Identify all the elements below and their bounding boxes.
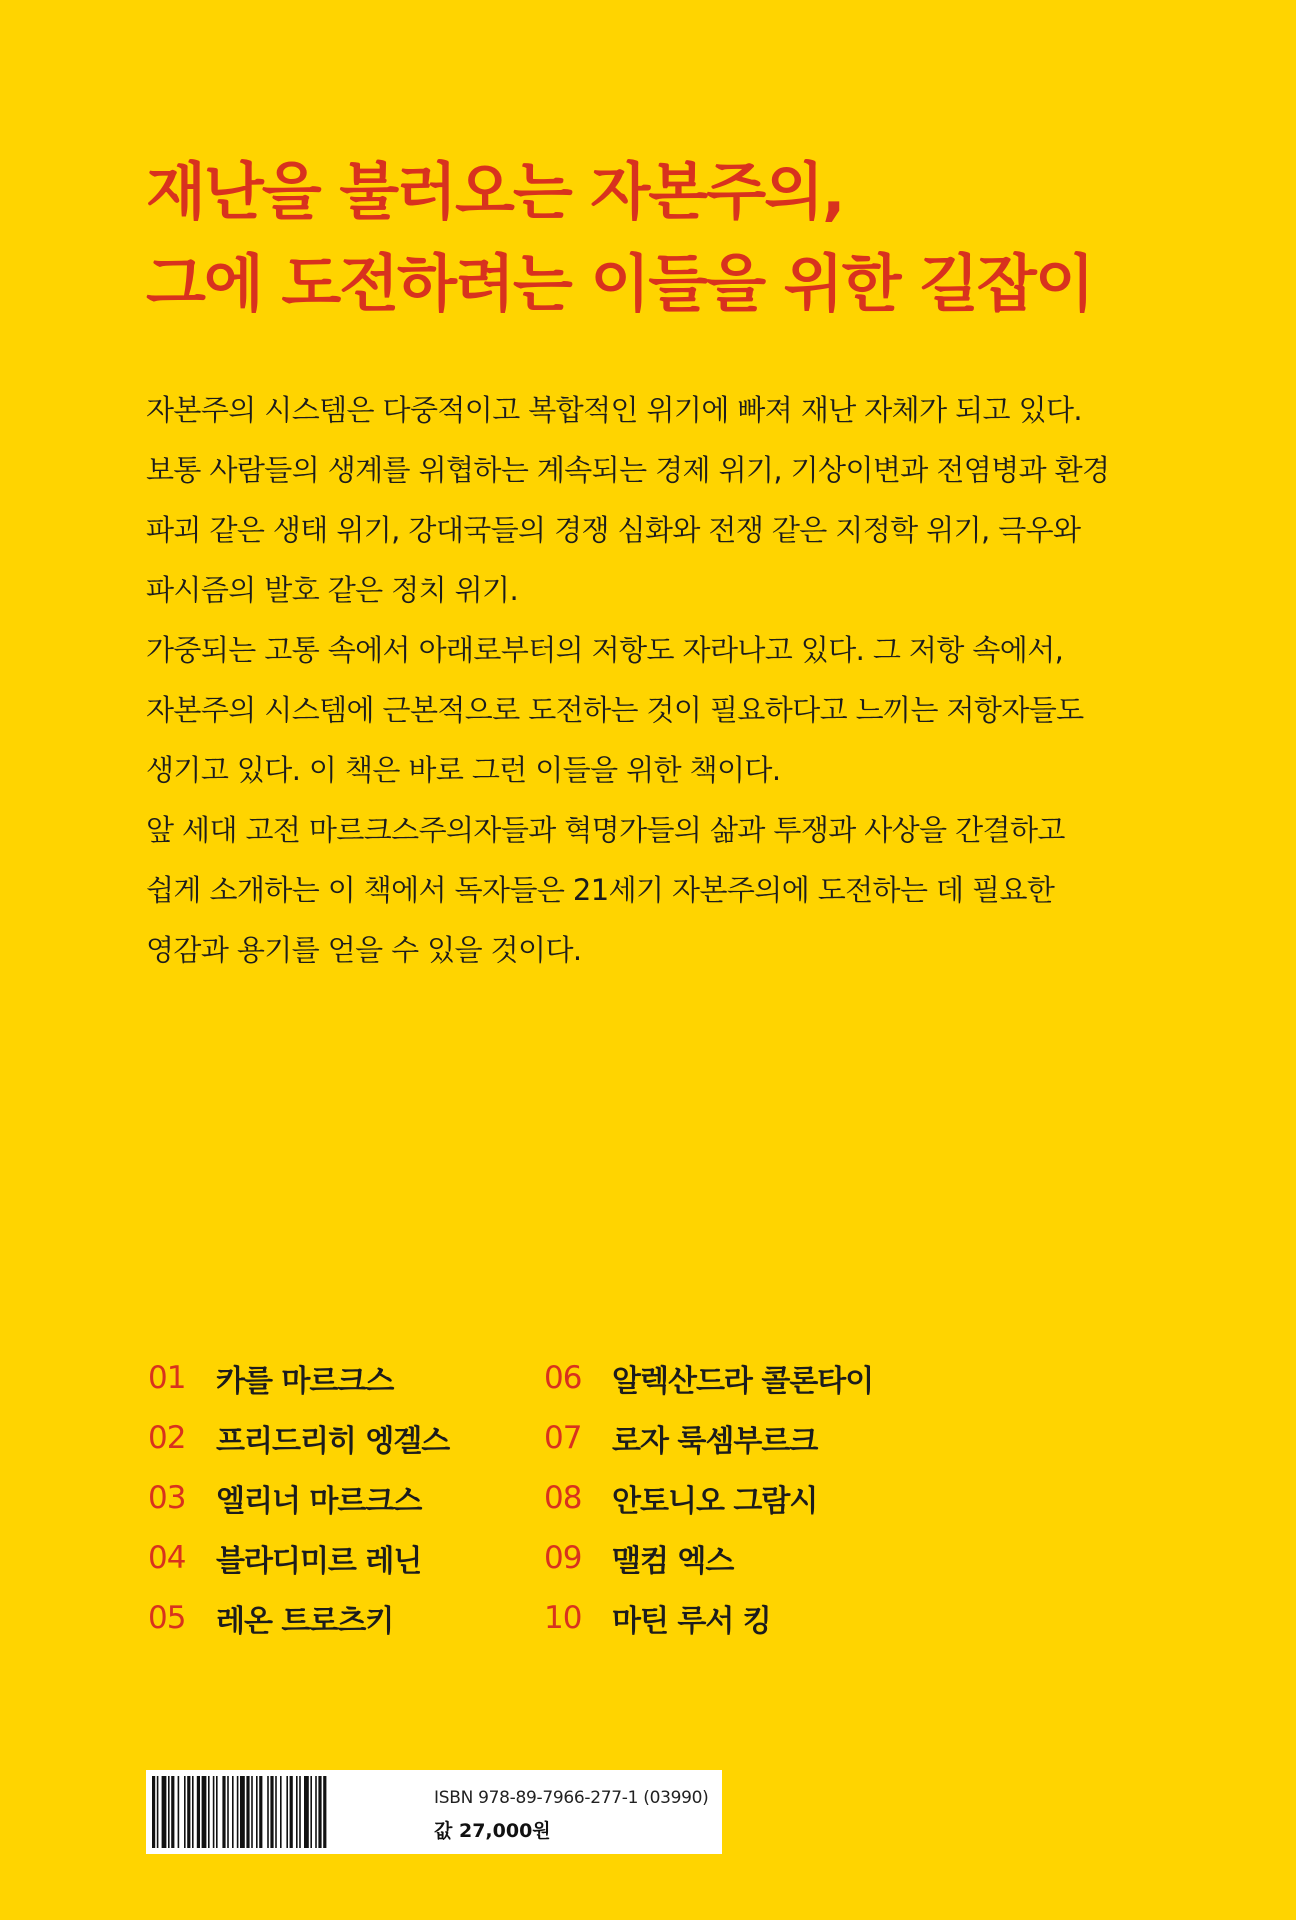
toc-name: 레온 트로츠키 [216, 1604, 394, 1639]
toc-number: 06 [544, 1360, 582, 1396]
toc-name: 로자 룩셈부르크 [612, 1424, 818, 1459]
description-line: 쉽게 소개하는 이 책에서 독자들은 21세기 자본주의에 도전하는 데 필요한 [146, 873, 1055, 907]
description-line: 생기고 있다. 이 책은 바로 그런 이들을 위한 책이다. [146, 753, 781, 787]
toc-item [544, 1348, 873, 1408]
toc-number: 07 [544, 1420, 582, 1456]
toc-item [148, 1528, 421, 1588]
description [146, 380, 1206, 980]
toc-name: 카를 마르크스 [216, 1364, 394, 1399]
description-line: 영감과 용기를 얻을 수 있을 것이다. [146, 933, 582, 967]
toc-name: 엘리너 마르크스 [216, 1484, 422, 1519]
toc-number: 01 [148, 1360, 186, 1396]
headline-line-2: 그에 도전하려는 이들을 위한 길잡이 [146, 247, 1093, 320]
toc-number: 05 [148, 1600, 186, 1636]
toc-number: 02 [148, 1420, 186, 1456]
toc-item [148, 1588, 393, 1648]
toc-name: 맬컴 엑스 [612, 1544, 734, 1579]
toc-item [148, 1348, 393, 1408]
description-line: 파괴 같은 생태 위기, 강대국들의 경쟁 심화와 전쟁 같은 지정학 위기, 극우와 [146, 513, 1081, 547]
description-line: 앞 세대 고전 마르크스주의자들과 혁명가들의 삶과 투쟁과 사상을 간결하고 [146, 813, 1065, 847]
toc-number: 09 [544, 1540, 582, 1576]
toc-name: 알렉산드라 콜론타이 [612, 1364, 874, 1399]
toc-number: 03 [148, 1480, 186, 1516]
toc-name: 블라디미르 레닌 [216, 1544, 422, 1579]
toc-item [148, 1468, 421, 1528]
description-line: 보통 사람들의 생계를 위협하는 계속되는 경제 위기, 기상이변과 전염병과 환경 [146, 453, 1110, 487]
barcode-label [146, 1770, 722, 1854]
price-text: 값 27,000원 [434, 1820, 551, 1842]
toc-number: 04 [148, 1540, 186, 1576]
toc-item [544, 1588, 771, 1648]
toc-name: 마틴 루서 킹 [612, 1604, 771, 1639]
description-line: 가중되는 고통 속에서 아래로부터의 저항도 자라나고 있다. 그 저항 속에서, [146, 633, 1064, 667]
description-line: 파시즘의 발호 같은 정치 위기. [146, 573, 519, 607]
toc-number: 08 [544, 1480, 582, 1516]
toc-name: 안토니오 그람시 [612, 1484, 818, 1519]
description-line: 자본주의 시스템에 근본적으로 도전하는 것이 필요하다고 느끼는 저항자들도 [146, 693, 1084, 727]
toc-number: 10 [544, 1600, 582, 1636]
toc-item [148, 1408, 449, 1468]
isbn-text: ISBN 978-89-7966-277-1 (03990) [434, 1788, 709, 1808]
toc-item [544, 1528, 733, 1588]
toc-name: 프리드리히 엥겔스 [216, 1424, 450, 1459]
headline [146, 146, 1226, 330]
description-line: 자본주의 시스템은 다중적이고 복합적인 위기에 빠져 재난 자체가 되고 있다. [146, 393, 1083, 427]
barcode-image [146, 1770, 406, 1854]
toc-item [544, 1468, 817, 1528]
headline-line-1: 재난을 불러오는 자본주의, [146, 155, 844, 228]
toc-item [544, 1408, 817, 1468]
